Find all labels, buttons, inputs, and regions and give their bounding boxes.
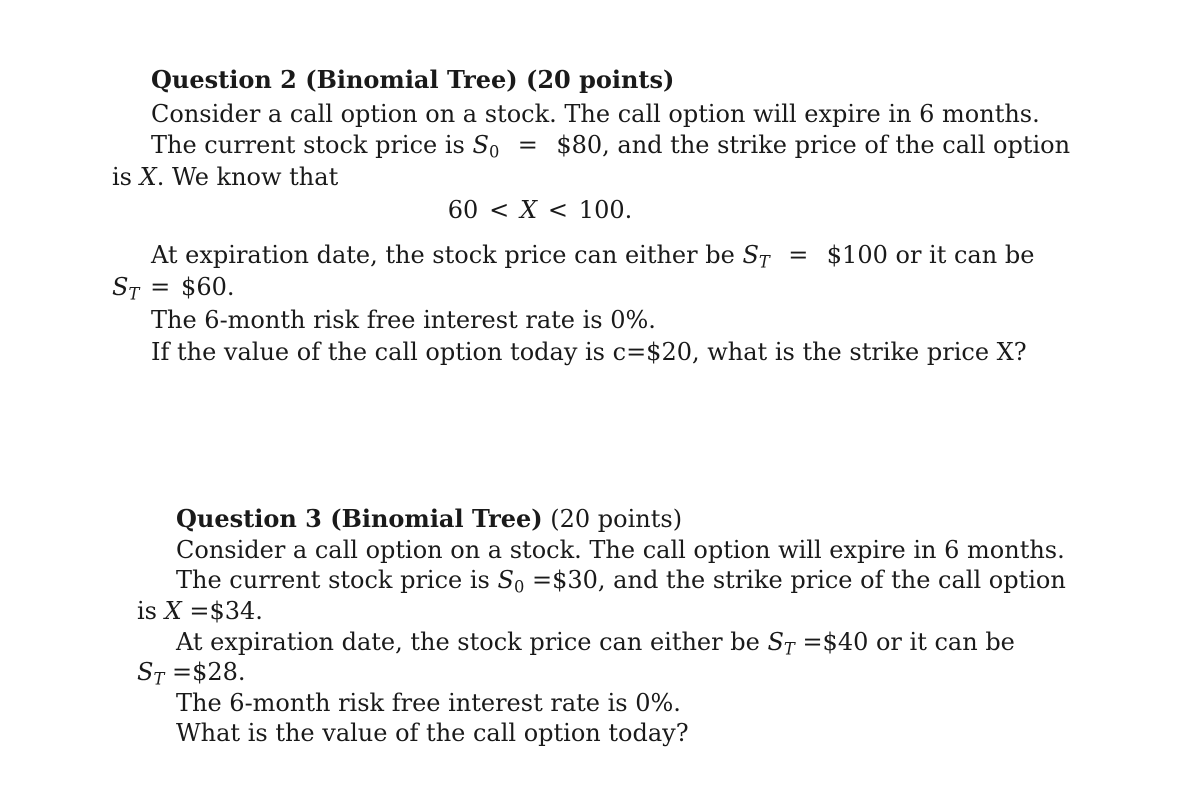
q2-title: Question 2 (Binomial Tree) (20 points)	[151, 65, 675, 94]
q2-line3-var: X	[139, 163, 157, 191]
q3-line5-sub: T	[153, 669, 165, 689]
q2-line5-math	[742, 241, 770, 272]
q3-st-sub: T	[783, 639, 795, 659]
q2-inequality	[0, 194, 1080, 226]
q3-line4-text-a: At expiration date, the stock price can either be	[176, 628, 760, 656]
q2-ineq-var: X	[520, 196, 538, 224]
q2-ineq-hi: 100.	[578, 196, 633, 224]
q3-line4-math	[767, 628, 795, 659]
q2-line5	[151, 239, 1035, 272]
q3-title	[176, 503, 682, 535]
q3-line3	[137, 595, 263, 627]
q3-line2	[176, 564, 1066, 597]
q2-st-sub: T	[758, 252, 770, 272]
q2-ineq-lo: 60	[447, 196, 479, 224]
q2-line3	[112, 161, 338, 193]
q2-s0-var: S	[472, 131, 489, 159]
q2-s0-sub: 0	[488, 142, 500, 162]
q3-line2-text-a: The current stock price is	[176, 566, 490, 594]
q2-line8: If the value of the call option today is c=$20, what is the strike price X?	[151, 338, 1027, 366]
q2-line6	[112, 271, 234, 303]
q2-line6-sub: T	[128, 284, 140, 304]
q2-line2-math	[472, 131, 500, 162]
q2-ineq-lt2: <	[547, 196, 568, 224]
q2-line2-text-a: The current stock price is	[151, 131, 465, 159]
q2-line6-eq: =	[150, 273, 171, 301]
q3-line6: The 6-month risk free interest rate is 0%.	[176, 689, 681, 717]
q2-line7: The 6-month risk free interest rate is 0%.	[151, 306, 656, 334]
q2-line3-text-b: . We know that	[156, 163, 339, 191]
q3-line3-text-b: =$34.	[189, 597, 263, 625]
q3-line5-var: S	[137, 658, 154, 686]
q2-line2-text-b: $80, and the strike price of the call option	[556, 131, 1071, 159]
q3-line1: Consider a call option on a stock. The call option will expire in 6 months.	[176, 536, 1065, 564]
q3-line2-text-b: =$30, and the strike price of the call option	[532, 566, 1066, 594]
q2-line2-eq: =	[517, 131, 538, 159]
q2-line2	[151, 129, 1071, 162]
q3-line5-text: =$28.	[171, 658, 246, 686]
q3-line4	[176, 626, 1015, 659]
q3-line7: What is the value of the call option today?	[176, 719, 689, 747]
q3-s0-var: S	[497, 566, 514, 594]
q3-s0-sub: 0	[513, 577, 525, 597]
q3-title-rest: (20 points)	[550, 505, 683, 533]
q2-line1: Consider a call option on a stock. The call option will expire in 6 months.	[151, 100, 1040, 128]
q3-st-var: S	[767, 628, 784, 656]
q2-line5-text-a: At expiration date, the stock price can either be	[151, 241, 735, 269]
q3-line5	[137, 656, 246, 688]
q3-line3-var: X	[164, 597, 182, 625]
q3-title-bold: Question 3 (Binomial Tree)	[176, 504, 543, 533]
q2-st-var: S	[742, 241, 759, 269]
q2-line5-text-b: $100 or it can be	[826, 241, 1035, 269]
q3-line2-math	[497, 566, 525, 597]
q3-line3-text-a: is	[137, 597, 157, 625]
q2-line6-var: S	[112, 273, 129, 301]
q2-ineq-lt1: <	[489, 196, 510, 224]
q2-line3-text-a: is	[112, 163, 132, 191]
q3-line4-text-b: =$40 or it can be	[802, 628, 1015, 656]
q2-line5-eq: =	[788, 241, 809, 269]
q2-line6-text: $60.	[181, 273, 235, 301]
